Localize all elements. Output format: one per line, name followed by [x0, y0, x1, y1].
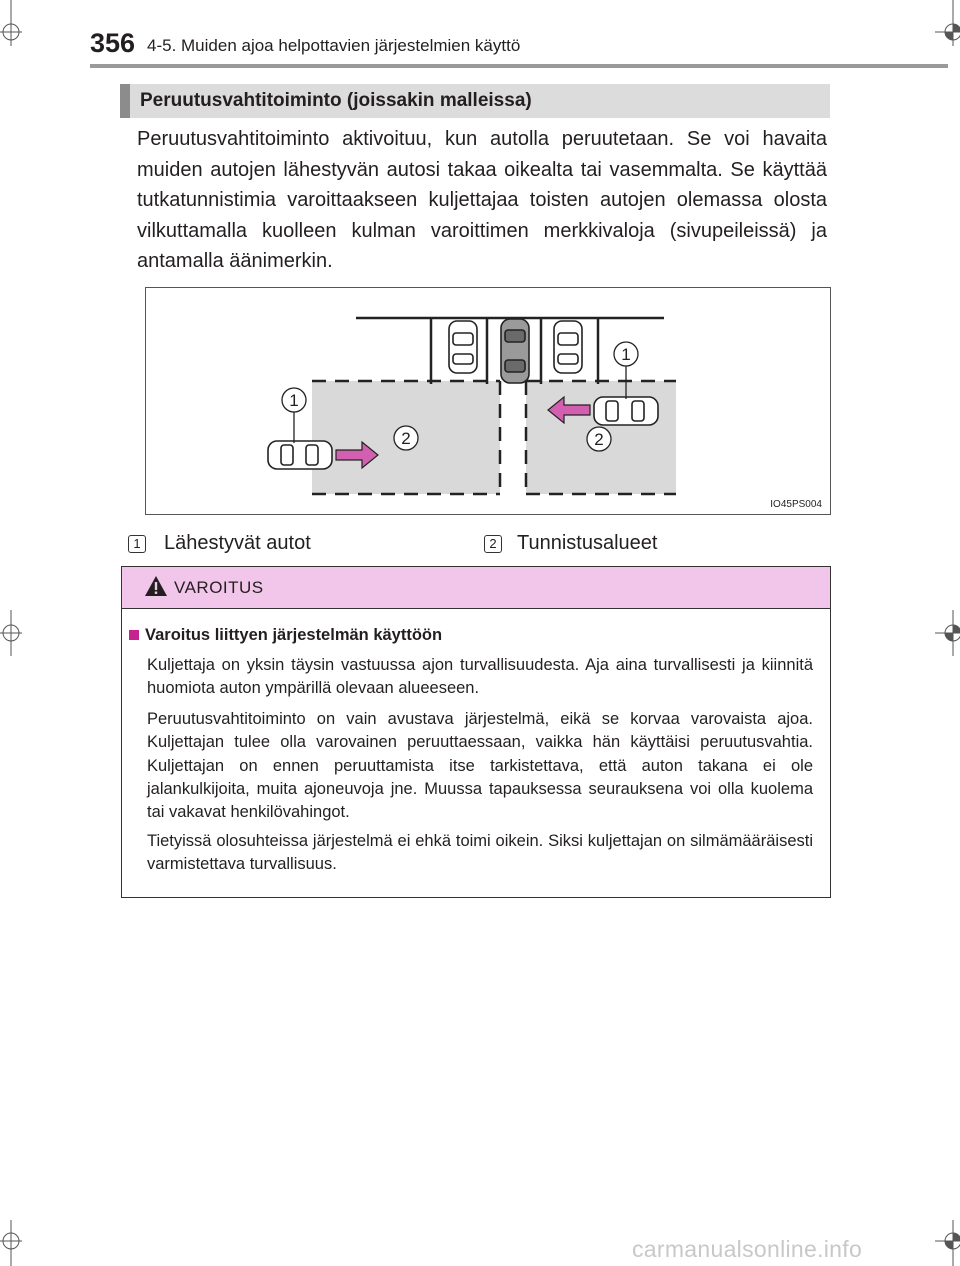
legend-num-1: 1 — [128, 535, 146, 553]
header-rule — [90, 64, 948, 68]
parked-car-left — [449, 321, 477, 373]
section-title: Peruutusvahtitoiminto (joissakin malleissa) — [140, 90, 532, 111]
callout-2-right: 2 — [594, 430, 604, 449]
warning-header — [122, 567, 830, 609]
callout-1-right: 1 — [621, 345, 631, 364]
own-car — [501, 319, 529, 383]
figure-code: IO45PS004 — [770, 499, 822, 510]
parking-diagram — [145, 287, 831, 515]
chapter-title: 4-5. Muiden ajoa helpottavien järjestelmien käyttö — [147, 36, 521, 55]
bullet-square-icon — [129, 630, 139, 640]
parking-diagram-svg — [146, 288, 830, 514]
section-title-accent — [120, 84, 130, 118]
watermark: carmanualsonline.info — [632, 1236, 863, 1262]
warning-triangle-icon — [144, 575, 168, 597]
approaching-car-right — [594, 397, 658, 425]
callout-2-left: 2 — [401, 429, 411, 448]
warning-subtitle-text: Varoitus liittyen järjestelmän käyttöön — [145, 626, 443, 644]
page-number: 356 — [90, 28, 136, 58]
intro-paragraph: Peruutusvahtitoiminto aktivoituu, kun autolla peruutetaan. Se voi havaita muiden autojen lähestyvän autosi takaa oikealta tai vasemmalta. Se käyttää tutkatunnistimia varoittaakseen kuljettajaa toisten autojen olemassa olosta vilkuttamalla kuolleen kulman varoittimen merkkivaloja (sivupeileissä) ja antamalla äänimerkin. — [137, 128, 827, 273]
warning-subtitle — [129, 626, 442, 645]
warning-paragraph-1: Kuljettaja on yksin täysin vastuussa ajon turvallisuudesta. Aja aina turvallisesti ja kiinnitä huomiota auton ympärillä olevaan alueeseen. — [147, 656, 813, 698]
legend-num-2: 2 — [484, 535, 502, 553]
warning-paragraph-3: Tietyissä olosuhteissa järjestelmä ei ehkä toimi oikein. Siksi kuljettajan on silmämääräisesti varmistettava turvallisuus. — [147, 832, 813, 874]
warning-box — [121, 566, 831, 898]
approaching-car-left — [268, 441, 332, 469]
parked-car-right — [554, 321, 582, 373]
legend-label-1: Lähestyvät autot — [164, 532, 311, 554]
legend-label-2: Tunnistusalueet — [517, 532, 658, 554]
warning-paragraph-2: Peruutusvahtitoiminto on vain avustava järjestelmä, eikä se korvaa varovaista ajoa. Kuljettajan tulee olla varovainen peruuttaessaan, vaikka hän käyttäisi peruutusvahtia. Kuljettajan on ennen peruuttamista itse tarkistettava, että auton takana ei ole jalankulkijoita, muita ajoneuvoja jne. Muussa tapauksessa seurauksena voi olla kuolema tai vakavat henkilövahingot. — [147, 710, 813, 822]
warning-title: VAROITUS — [174, 578, 264, 597]
callout-1-left: 1 — [289, 391, 299, 410]
